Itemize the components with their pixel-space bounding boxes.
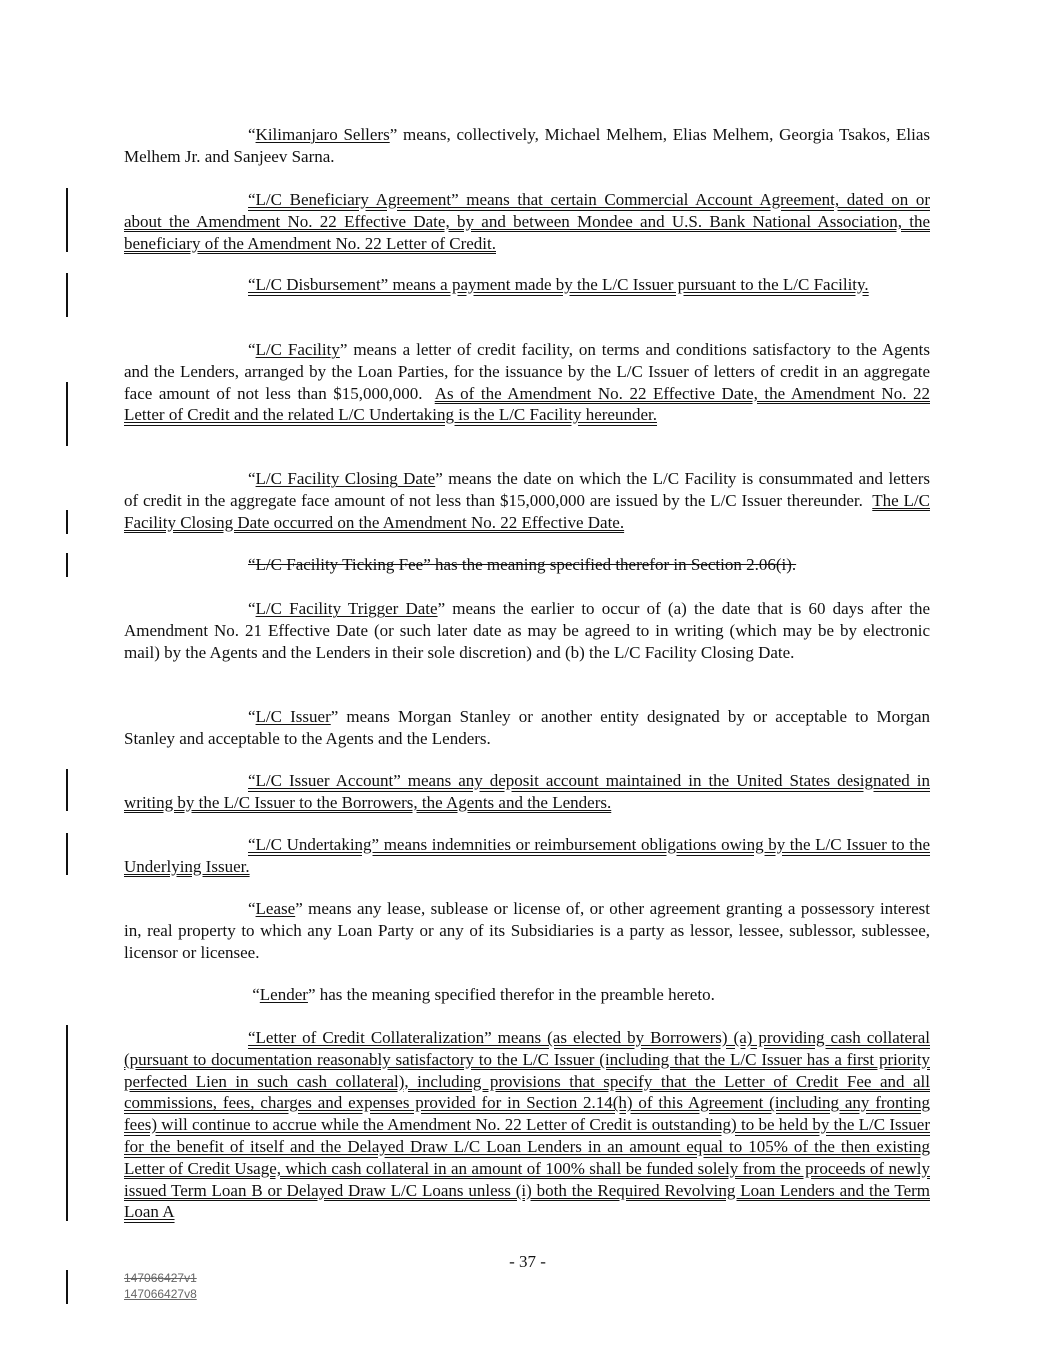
change-bar (66, 833, 68, 875)
definition-kilimanjaro-sellers: “Kilimanjaro Sellers” means, collectively, Michael Melhem, Elias Melhem, Georgia Tsakos, Elias Melhem Jr. and Sanjeev Sarna. (124, 125, 930, 166)
inserted-text: “L/C Disbursement” means a payment made by the L/C Issuer pursuant to the L/C Facility. (248, 275, 869, 294)
definition-lc-facility: “L/C Facility” means a letter of credit facility, on terms and conditions satisfactory to the Agents and the Lenders, arranged by the Loan Parties, for the issuance by the L/C Issuer of letters of credit in an aggregate face amount of not less than $15,000,000. As of the Amendment No. 22 Effective Date, the Amendment No. 22 Letter of Credit and the related L/C Undertaking is the L/C Facility hereunder. (124, 340, 931, 425)
document-id-deleted: 147066427v1 (124, 1271, 197, 1285)
defined-term: L/C Facility Trigger Date (255, 599, 438, 618)
defined-term: Kilimanjaro Sellers (255, 125, 390, 144)
defined-term: Lender (259, 985, 308, 1004)
change-bar (66, 553, 68, 577)
definition-lc-issuer: “L/C Issuer” means Morgan Stanley or another entity designated by or acceptable to Morgan Stanley and acceptable to the Agents and the Lenders. (124, 707, 930, 748)
defined-term: L/C Facility (255, 340, 340, 359)
definition-letter-of-credit-collateralization (124, 1027, 930, 1223)
inserted-text: As of the Amendment No. 22 Effective Date, the Amendment No. 22 Letter of Credit and the related L/C Undertaking is the L/C Facility hereunder. (124, 383, 930, 425)
definition-text: ” means Morgan Stanley or another entity designated by or acceptable to Morgan Stanley and acceptable to the Agents and the Lenders. (124, 707, 930, 748)
defined-term: Lease (255, 899, 296, 918)
defined-term: L/C Issuer (255, 707, 331, 726)
inserted-text: The L/C Facility Closing Date occurred on the Amendment No. 22 Effective Date. (124, 490, 930, 532)
inserted-text: “L/C Beneficiary Agreement” means that certain Commercial Account Agreement, dated on or about the Amendment No. 22 Effective Date, by and between Mondee and U.S. Bank National Association, the beneficiary of the Amendment No. 22 Letter of Credit. (124, 190, 930, 253)
deleted-text: “L/C Facility Ticking Fee” has the meaning specified therefor in Section 2.06(i). (248, 555, 797, 574)
definition-lc-facility-trigger-date: “L/C Facility Trigger Date” means the earlier to occur of (a) the date that is 60 days after the Amendment No. 21 Effective Date (or such later date as may be agreed to in writing (which may be by electronic mail) by the Agents and the Lenders in their sole discretion) and (b) the L/C Facility Closing Date. (124, 599, 930, 662)
change-bar (66, 188, 68, 252)
change-bar (66, 1270, 68, 1304)
definition-lc-issuer-account (124, 770, 930, 814)
inserted-text: “L/C Issuer Account” means any deposit account maintained in the United States designated in writing by the L/C Issuer to the Borrowers, the Agents and the Lenders. (124, 771, 930, 812)
definition-lease: “Lease” means any lease, sublease or license of, or other agreement granting a possessory interest in, real property to which any Loan Party or any of its Subsidiaries is a party as lessor, lessee, sublessor, sublessee, licensor or licensee. (124, 899, 930, 962)
definition-lc-facility-ticking-fee (124, 554, 930, 576)
definition-text: ” means the date on which the L/C Facility is consummated and letters of credit in the aggregate face amount of not less than $15,000,000 are issued by the L/C Issuer thereunder. (124, 469, 930, 510)
definition-text: ” means any lease, sublease or license of, or other agreement granting a possessory interest in, real property to which any Loan Party or any of its Subsidiaries is a party as lessor, lessee, sublessor, sublessee, licensor or licensee. (124, 899, 930, 962)
change-bar (66, 1025, 68, 1221)
change-bar (66, 273, 68, 317)
page-number: - 37 - (509, 1252, 546, 1271)
definition-lc-beneficiary-agreement (124, 189, 930, 254)
definition-text: ” means, collectively, Michael Melhem, Elias Melhem, Georgia Tsakos, Elias Melhem Jr. and Sanjeev Sarna. (124, 125, 930, 166)
inserted-text: “Letter of Credit Collateralization” means (as elected by Borrowers) (a) providing cash collateral (pursuant to documentation reasonably satisfactory to the L/C Issuer (including that the L/C Issuer has a first priority perfected Lien in such cash collateral), including provisions that specify that the Letter of Credit Fee and all commissions, fees, charges and expenses provided for in Section 2.14(h) of this Agreement (including any fronting fees) will continue to accrue while the Amendment No. 22 Letter of Credit is outstanding) to be held by the L/C Issuer for the benefit of itself and the Delayed Draw L/C Loan Lenders in an amount equal to 105% of the then existing Letter of Credit Usage, which cash collateral in an amount of 100% shall be funded solely from the proceeds of newly issued Term Loan B or Delayed Draw L/C Loans unless (i) both the Required Revolving Loan Lenders and the Term Loan A (124, 1028, 930, 1222)
definition-lc-facility-closing-date: “L/C Facility Closing Date” means the date on which the L/C Facility is consummated and letters of credit in the aggregate face amount of not less than $15,000,000 are issued by the L/C Issuer thereunder. The L/C Facility Closing Date occurred on the Amendment No. 22 Effective Date. (124, 469, 930, 532)
definition-text: ” means a letter of credit facility, on terms and conditions satisfactory to the Agents and the Lenders, arranged by the Loan Parties, for the issuance by the L/C Issuer of letters of credit in an aggregate face amount of not less than $15,000,000. (124, 340, 931, 403)
definition-text: ” means the earlier to occur of (a) the date that is 60 days after the Amendment No. 21 Effective Date (or such later date as may be agreed to in writing (which may be by electronic mail) by the Agents and the Lenders in their sole discretion) and (b) the L/C Facility Closing Date. (124, 599, 930, 662)
document-id-inserted: 147066427v8 (124, 1287, 197, 1301)
change-bar (66, 769, 68, 811)
definition-lc-disbursement (124, 274, 930, 296)
defined-term: L/C Facility Closing Date (255, 469, 436, 488)
inserted-text: “L/C Undertaking” means indemnities or reimbursement obligations owing by the L/C Issuer to the Underlying Issuer. (124, 835, 930, 876)
definition-lender: “Lender” has the meaning specified therefor in the preamble hereto. (248, 985, 715, 1004)
definition-lc-undertaking (124, 834, 930, 878)
definition-text: ” has the meaning specified therefor in the preamble hereto. (307, 985, 715, 1004)
change-bar (66, 510, 68, 534)
change-bar (66, 382, 68, 446)
